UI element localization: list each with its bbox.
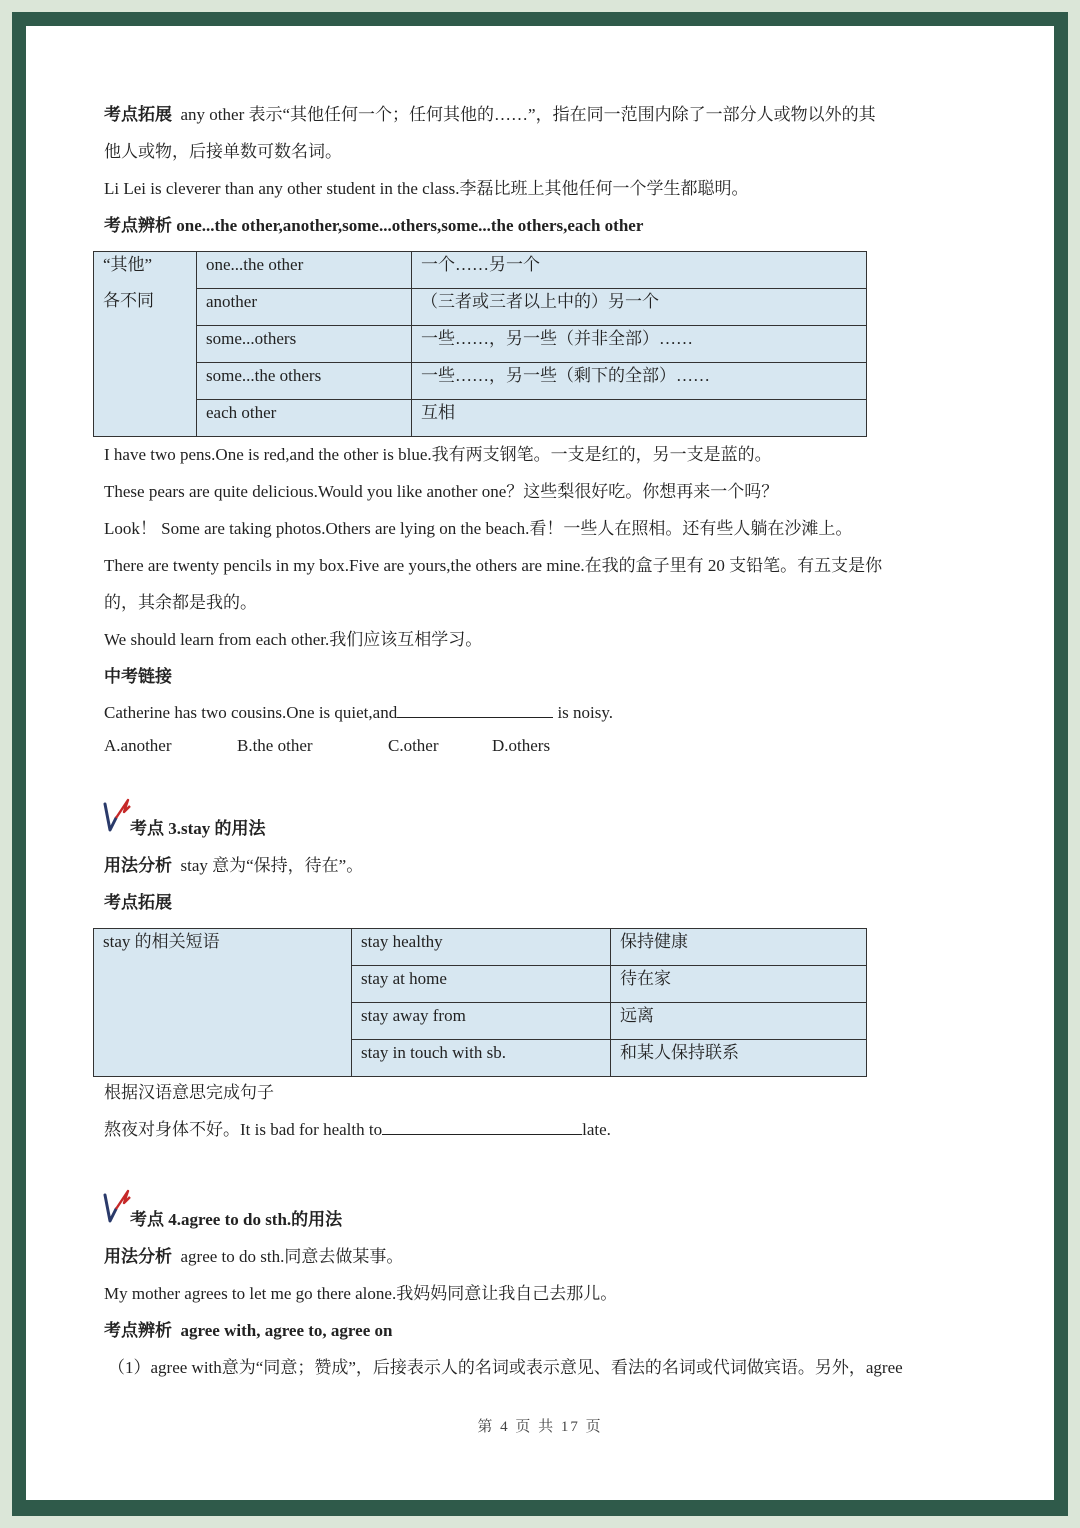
other-analysis (104, 214, 643, 238)
usage-text: agree to do sth.同意去做某事。 (180, 1247, 404, 1266)
page-number: 第 4 页 共 17 页 (477, 1419, 603, 1435)
meaning-cell: 远离 (611, 1003, 867, 1040)
answer-options (104, 734, 804, 758)
answer-blank[interactable] (382, 1118, 582, 1135)
exercise-sentence (104, 1118, 611, 1142)
table-row (94, 252, 867, 289)
stay-extension-title: 考点拓展 (104, 893, 172, 912)
phrase-cell: one...the other (197, 252, 412, 289)
agree-note: （1）agree with意为“同意；赞成”，后接表示人的名词或表示意见、看法的名词或代词做宾语。另外，agree (108, 1358, 903, 1377)
example-sentence: Li Lei is cleverer than any other student in the class.李磊比班上其他任何一个学生都聪明。 (104, 179, 749, 198)
meaning-cell: 保持健康 (611, 929, 867, 966)
phrase-cell: stay in touch with sb. (352, 1040, 611, 1077)
phrase-cell: stay at home (352, 966, 611, 1003)
example-sentence: 的，其余都是我的。 (104, 593, 257, 612)
meaning-cell: 和某人保持联系 (611, 1040, 867, 1077)
meaning-cell: 互相 (412, 400, 867, 437)
tag-label: 用法分析 (104, 856, 172, 875)
document-page (26, 26, 1054, 1500)
phrase-cell: stay healthy (352, 929, 611, 966)
table-row (94, 289, 867, 326)
table-label: “其他” (103, 255, 153, 274)
table-row (94, 400, 867, 437)
option-d[interactable]: D.others (492, 736, 551, 755)
stay-usage (104, 854, 363, 878)
option-c[interactable]: C.other (388, 736, 439, 755)
exercise-text: late. (582, 1120, 611, 1139)
analysis-topic: one...the other,another,some...others,some...the others,each other (176, 216, 644, 235)
extension-text: any other 表示“其他任何一个；任何其他的……”，指在同一范围内除了一部分人或物以外的其 (180, 105, 876, 124)
table-row (94, 363, 867, 400)
question-text: Catherine has two cousins.One is quiet,and (104, 703, 398, 722)
example-sentence: I have two pens.One is red,and the other is blue.我有两支钢笔。一支是红的，另一支是蓝的。 (104, 445, 772, 464)
example-sentence: We should learn from each other.我们应该互相学习。 (104, 630, 483, 649)
section-heading-stay: 考点 3.stay 的用法 (130, 819, 266, 838)
exercise-text: 熬夜对身体不好。It is bad for health to (104, 1120, 383, 1139)
example-sentence: These pears are quite delicious.Would you like another one？这些梨很好吃。你想再来一个吗？ (104, 482, 779, 501)
table-label-cell (94, 252, 197, 437)
agree-usage (104, 1245, 403, 1269)
exam-link-title: 中考链接 (104, 667, 172, 686)
other-comparison-table (93, 251, 867, 437)
example-sentence: There are twenty pencils in my box.Five are yours,the others are mine.在我的盒子里有 20 支铅笔。有五支是你 (104, 556, 883, 575)
phrase-cell: another (197, 289, 412, 326)
question-text: is noisy. (557, 703, 614, 722)
table-row (94, 929, 867, 966)
meaning-cell: 一些……，另一些（并非全部）…… (412, 326, 867, 363)
meaning-cell: 一些……，另一些（剩下的全部）…… (412, 363, 867, 400)
meaning-cell: （三者或三者以上中的）另一个 (412, 289, 867, 326)
exam-question (104, 701, 613, 725)
table-row (94, 326, 867, 363)
meaning-cell: 待在家 (611, 966, 867, 1003)
tag-label: 考点辨析 (104, 216, 172, 235)
section-heading-agree: 考点 4.agree to do sth.的用法 (130, 1210, 343, 1229)
table-label-cell: stay 的相关短语 (94, 929, 352, 1077)
phrase-cell: some...others (197, 326, 412, 363)
phrase-cell: each other (197, 400, 412, 437)
tag-label: 考点辨析 (104, 1321, 172, 1340)
table-label: 各不同 (103, 291, 154, 310)
phrase-cell: some...the others (197, 363, 412, 400)
example-sentence: My mother agrees to let me go there alone.我妈妈同意让我自己去那儿。 (104, 1284, 618, 1303)
meaning-cell: 一个……另一个 (412, 252, 867, 289)
pencil-icon (102, 798, 132, 834)
analysis-topic: agree with, agree to, agree on (180, 1321, 393, 1340)
example-sentence: Look！ Some are taking photos.Others are lying on the beach.看！一些人在照相。还有些人躺在沙滩上。 (104, 519, 853, 538)
extension-text-cont: 他人或物，后接单数可数名词。 (104, 142, 342, 161)
option-a[interactable]: A.another (104, 736, 172, 755)
agree-analysis (104, 1319, 392, 1343)
pencil-icon (102, 1189, 132, 1225)
tag-label: 考点拓展 (104, 105, 172, 124)
phrase-cell: stay away from (352, 1003, 611, 1040)
usage-text: stay 意为“保持，待在”。 (180, 856, 364, 875)
tag-label: 用法分析 (104, 1247, 172, 1266)
option-b[interactable]: B.the other (237, 736, 313, 755)
exercise-title: 根据汉语意思完成句子 (104, 1083, 274, 1102)
answer-blank[interactable] (397, 701, 553, 718)
any-other-extension (104, 103, 876, 127)
stay-phrase-table (93, 928, 867, 1077)
